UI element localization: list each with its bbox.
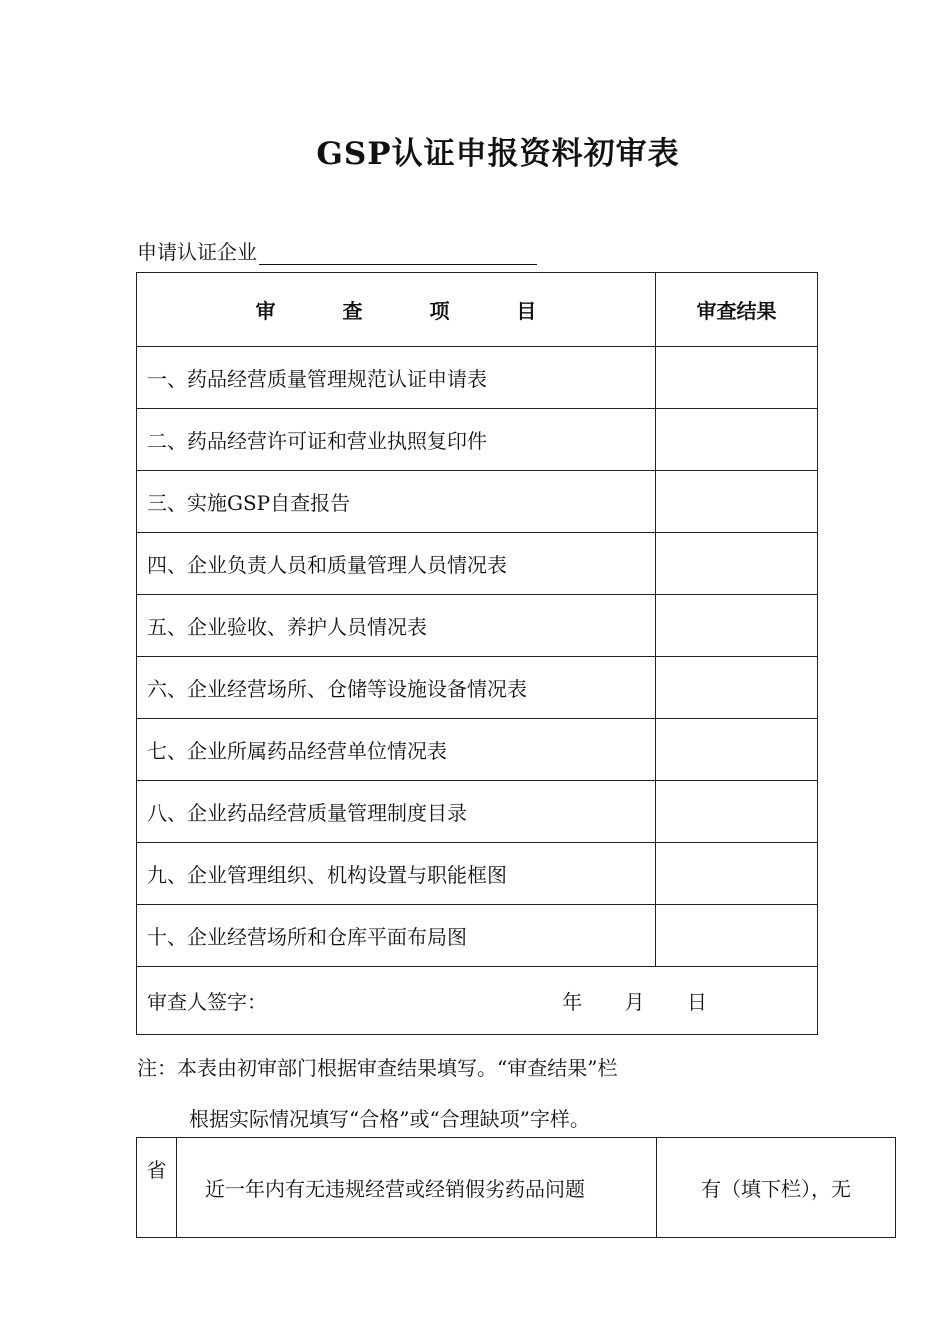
table-row [137,781,818,843]
table-row [137,533,818,595]
date-field [526,986,707,1015]
applicant-label: 申请认证企业 [137,240,257,264]
result-cell[interactable] [656,471,818,533]
review-table-header [137,273,818,347]
date-month: 月 [624,990,645,1014]
table-row [137,905,818,967]
page-title: GSP认证申报资料初审表 [316,136,680,172]
item-cell: 九、企业管理组织、机构设置与职能框图 [137,843,656,905]
table-row [137,719,818,781]
table-row [137,347,818,409]
result-cell[interactable] [656,409,818,471]
item-cell: 七、企业所属药品经营单位情况表 [137,719,656,781]
result-cell[interactable] [656,905,818,967]
question-cell: 近一年内有无违规经营或经销假劣药品问题 [177,1138,657,1238]
result-cell[interactable] [656,843,818,905]
applicant-field [137,236,537,265]
result-cell[interactable] [656,595,818,657]
item-cell: 八、企业药品经营质量管理制度目录 [137,781,656,843]
answer-cell[interactable]: 有（填下栏），无 [657,1138,896,1238]
result-cell[interactable] [656,533,818,595]
result-cell[interactable] [656,347,818,409]
table-row [137,409,818,471]
table-row [137,843,818,905]
result-cell[interactable] [656,719,818,781]
table-row [137,595,818,657]
item-cell: 三、实施GSP自查报告 [137,471,656,533]
item-cell: 六、企业经营场所、仓储等设施设备情况表 [137,657,656,719]
date-year: 年 [562,990,583,1014]
signature-label: 审查人签字： [147,990,267,1014]
applicant-blank-line[interactable] [259,242,537,265]
province-cell: 省 [137,1138,177,1238]
table-row [137,657,818,719]
signature-row [137,967,818,1035]
header-item: 审 查 项 目 [137,273,656,347]
note-line-2: 根据实际情况填写“合格”或“合理缺项”字样。 [189,1107,590,1131]
table-row [137,1138,896,1238]
result-cell[interactable] [656,657,818,719]
signature-cell[interactable] [137,967,818,1035]
item-cell: 二、药品经营许可证和营业执照复印件 [137,409,656,471]
result-cell[interactable] [656,781,818,843]
item-cell: 五、企业验收、养护人员情况表 [137,595,656,657]
table-row [137,471,818,533]
review-table [136,272,818,1035]
header-result: 审查结果 [656,273,818,347]
item-cell: 四、企业负责人员和质量管理人员情况表 [137,533,656,595]
item-cell: 十、企业经营场所和仓库平面布局图 [137,905,656,967]
date-day: 日 [687,990,707,1014]
bottom-table [136,1137,896,1238]
item-cell: 一、药品经营质量管理规范认证申请表 [137,347,656,409]
note-line-1: 注：本表由初审部门根据审查结果填写。“审查结果”栏 [137,1056,618,1080]
